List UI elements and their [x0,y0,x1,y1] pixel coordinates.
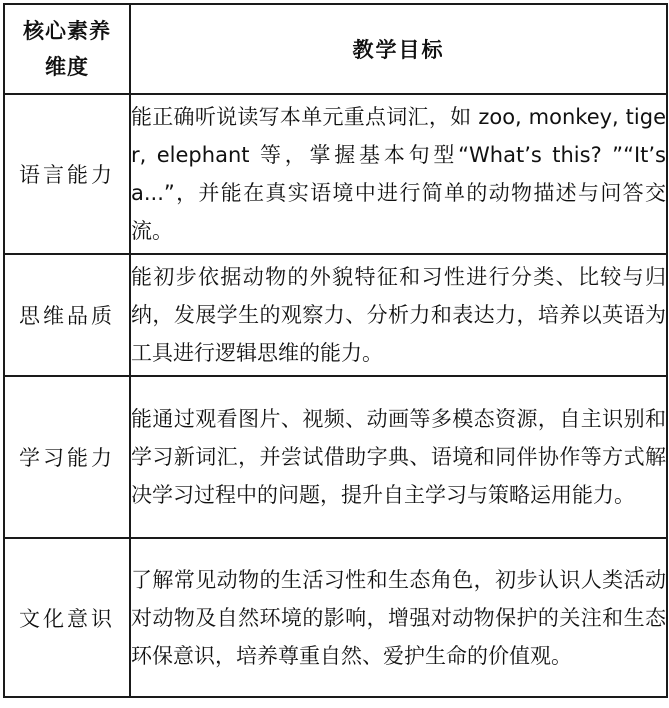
goal-language-ability: 能正确听说读写本单元重点词汇，如 zoo, monkey, tiger, elephant 等，掌握基本句型“What’s this? ”“It’s a...”，并能在真实语境中进行简单的动物描述与问答交流。 [130,94,667,254]
table-row [4,538,667,697]
dimension-learning-ability: 学习能力 [4,376,130,538]
table-row [4,376,667,538]
dimension-cultural-awareness: 文化意识 [4,538,130,697]
dimension-language-ability: 语言能力 [4,94,130,254]
header-goal: 教学目标 [130,4,667,94]
table-row [4,94,667,254]
header-dimension [4,4,130,94]
header-row [4,4,667,94]
table-row [4,254,667,376]
goal-learning-ability: 能通过观看图片、视频、动画等多模态资源，自主识别和学习新词汇，并尝试借助字典、语境和同伴协作等方式解决学习过程中的问题，提升自主学习与策略运用能力。 [130,376,667,538]
teaching-goals-table [3,3,668,698]
header-dimension-line1: 核心素养 [23,19,111,43]
dimension-thinking-quality: 思维品质 [4,254,130,376]
header-dimension-line2: 维度 [45,55,89,79]
goal-thinking-quality: 能初步依据动物的外貌特征和习性进行分类、比较与归纳，发展学生的观察力、分析力和表达力，培养以英语为工具进行逻辑思维的能力。 [130,254,667,376]
goal-cultural-awareness: 了解常见动物的生活习性和生态角色，初步认识人类活动对动物及自然环境的影响，增强对动物保护的关注和生态环保意识，培养尊重自然、爱护生命的价值观。 [130,538,667,697]
